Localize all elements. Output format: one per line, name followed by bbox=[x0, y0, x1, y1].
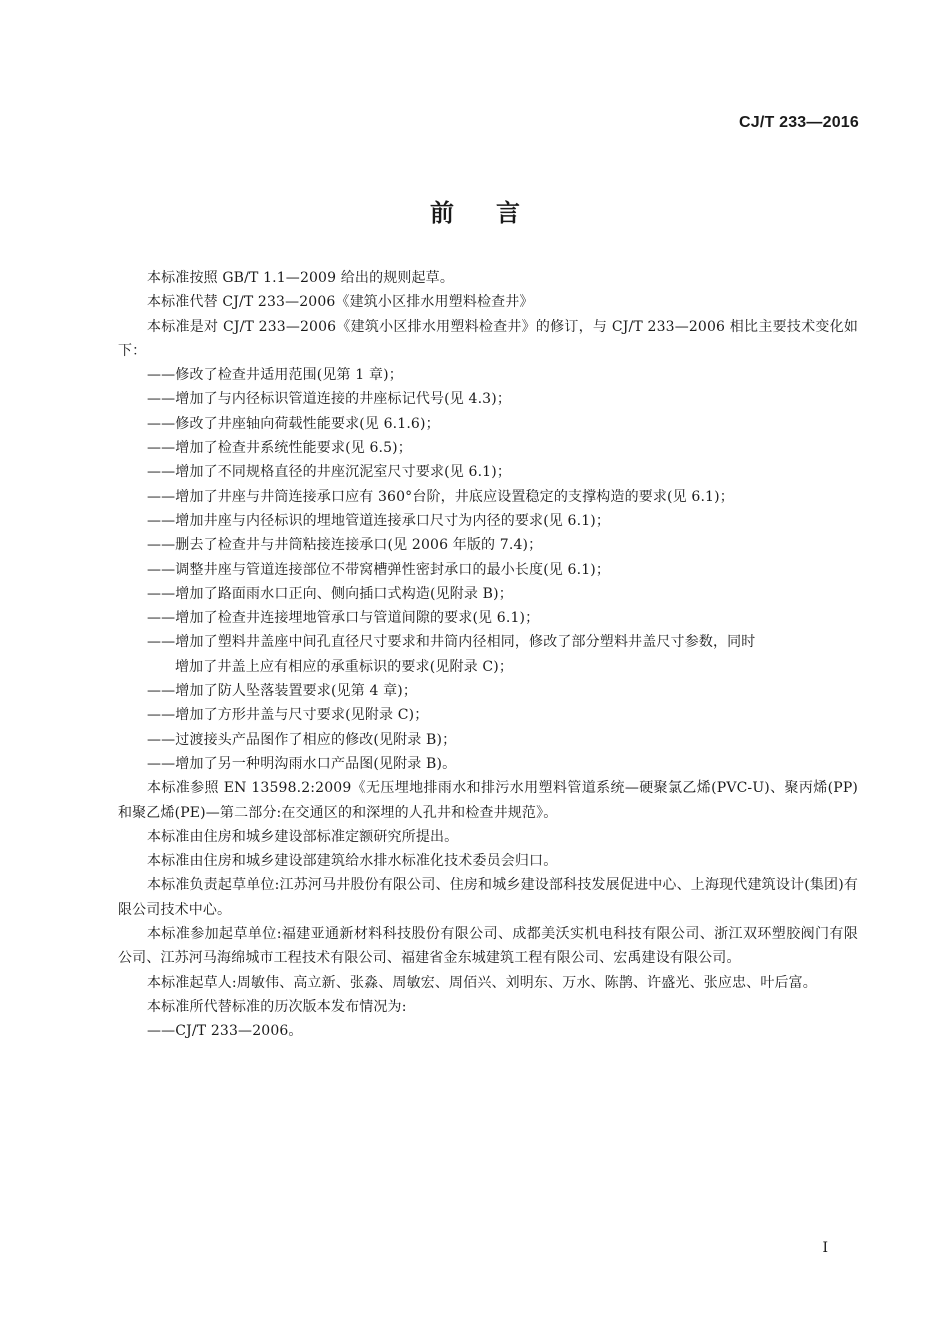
list-item: ——增加了不同规格直径的井座沉泥室尺寸要求(见 6.1)； bbox=[147, 464, 511, 481]
page-number: I bbox=[822, 1240, 828, 1256]
list-item: ——修改了检查井适用范围(见第 1 章)； bbox=[147, 367, 403, 384]
list-item: ——增加了检查井连接埋地管承口与管道间隙的要求(见 6.1)； bbox=[147, 610, 540, 627]
list-item: ——调整井座与管道连接部位不带窝槽弹性密封承口的最小长度(见 6.1)； bbox=[147, 561, 611, 578]
paragraph: 本标准所代替标准的历次版本发布情况为: bbox=[147, 998, 407, 1015]
list-item bbox=[118, 630, 858, 679]
paragraph: 本标准代替 CJ/T 233—2006《建筑小区排水用塑料检查井》 bbox=[147, 294, 534, 311]
list-item-text: ——增加了塑料井盖座中间孔直径尺寸要求和井筒内径相同，修改了部分塑料井盖尺寸参数，同时 bbox=[147, 634, 756, 651]
list-item: ——增加井座与内径标识的埋地管道连接承口尺寸为内径的要求(见 6.1)； bbox=[147, 512, 611, 529]
list-item: ——增加了井座与井筒连接承口应有 360°台阶，井底应设置稳定的支撑构造的要求(见 6.1)； bbox=[147, 488, 734, 505]
list-item: ——过渡接头产品图作了相应的修改(见附录 B)； bbox=[147, 731, 457, 748]
list-item: ——删去了检查井与井筒粘接连接承口(见 2006 年版的 7.4)； bbox=[147, 537, 543, 554]
paragraph: 本标准是对 CJ/T 233—2006《建筑小区排水用塑料检查井》的修订，与 CJ/T 233—2006 相比主要技术变化如下： bbox=[118, 318, 858, 359]
list-item: ——修改了井座轴向荷载性能要求(见 6.1.6)； bbox=[147, 415, 440, 432]
paragraph: 本标准由住房和城乡建设部建筑给水排水标准化技术委员会归口。 bbox=[147, 853, 558, 870]
list-item: ——增加了路面雨水口正向、侧向插口式构造(见附录 B)； bbox=[147, 585, 513, 602]
list-item: ——增加了方形井盖与尺寸要求(见附录 C)； bbox=[147, 707, 429, 724]
document-code: CJ/T 233—2016 bbox=[738, 114, 859, 131]
list-item: ——增加了检查井系统性能要求(见 6.5)； bbox=[147, 440, 412, 457]
page-title: 前言 bbox=[430, 199, 562, 227]
history-item: ——CJ/T 233—2006。 bbox=[147, 1023, 303, 1040]
list-item: ——增加了防人坠落装置要求(见第 4 章)； bbox=[147, 683, 418, 700]
paragraph: 本标准起草人:周敏伟、高立新、张淼、周敏宏、周佰兴、刘明东、万水、陈鹊、许盛光、张应忠、叶后富。 bbox=[147, 974, 817, 991]
paragraph: 本标准负责起草单位:江苏河马井股份有限公司、住房和城乡建设部科技发展促进中心、上海现代建筑设计(集团)有限公司技术中心。 bbox=[118, 877, 858, 918]
list-item: ——增加了与内径标识管道连接的井座标记代号(见 4.3)； bbox=[147, 391, 511, 408]
list-item: ——增加了另一种明沟雨水口产品图(见附录 B)。 bbox=[147, 755, 457, 772]
changes-list bbox=[118, 363, 858, 776]
foreword-body bbox=[118, 266, 858, 1044]
paragraph: 本标准参加起草单位:福建亚通新材料科技股份有限公司、成都美沃实机电科技有限公司、浙江双环塑胶阀门有限公司、江苏河马海绵城市工程技术有限公司、福建省金东城建筑工程有限公司、宏禹建设有限公司。 bbox=[118, 926, 858, 967]
paragraph: 本标准由住房和城乡建设部标准定额研究所提出。 bbox=[147, 828, 459, 845]
paragraph: 本标准按照 GB/T 1.1—2009 给出的规则起草。 bbox=[147, 270, 454, 286]
list-item-continuation: 增加了井盖上应有相应的承重标识的要求(见附录 C)； bbox=[175, 658, 513, 675]
paragraph: 本标准参照 EN 13598.2:2009《无压埋地排雨水和排污水用塑料管道系统—硬聚氯乙烯(PVC-U)、聚丙烯(PP)和聚乙烯(PE)—第二部分:在交通区的和深埋的人孔井和检查井规范》。 bbox=[118, 780, 858, 821]
